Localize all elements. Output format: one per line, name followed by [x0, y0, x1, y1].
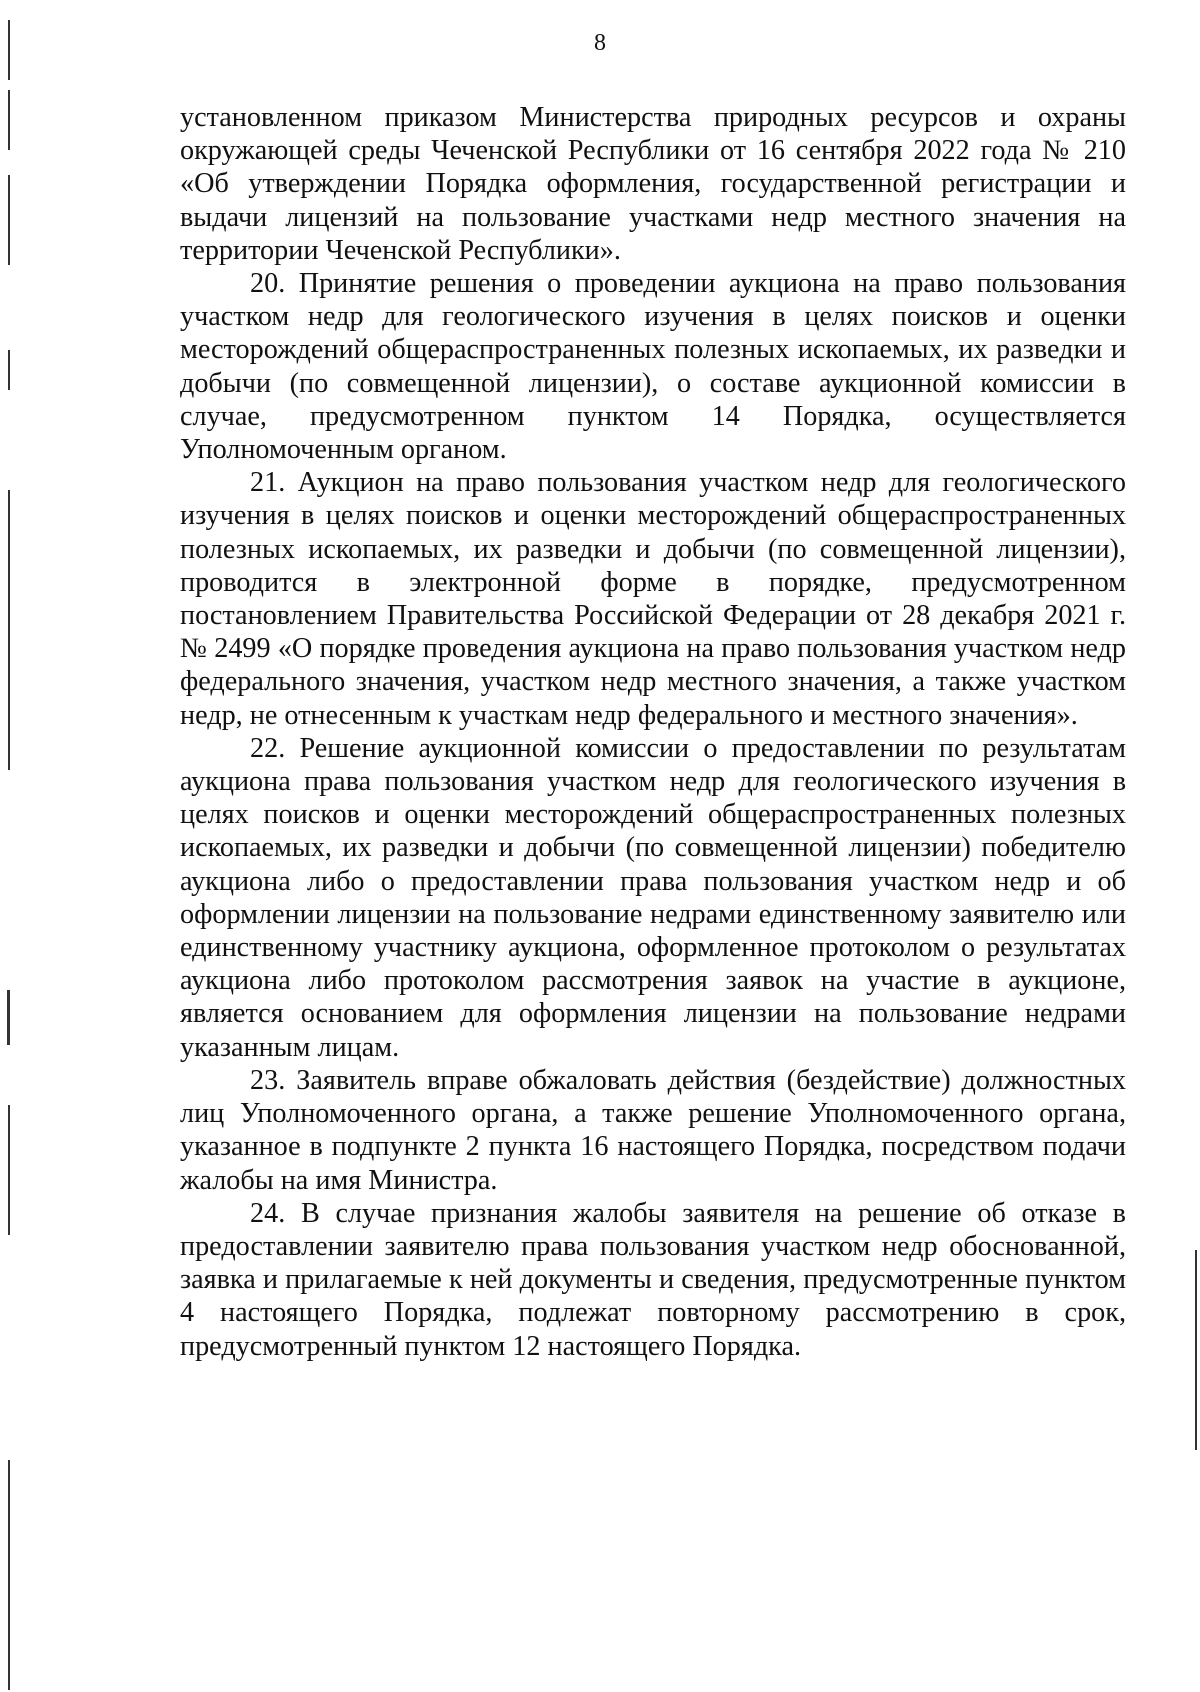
- paragraph-20: 20. Принятие решения о проведении аукциона на право пользования участком недр для геологического изучения в целях поисков и оценки месторождений общераспространенных полезных ископаемых, их разведки и добычи (по совмещенной лицензии), о составе аукционной комиссии в случае, предусмотренном пунктом 14 Порядка, осуществляется Уполномоченным органом.: [180, 268, 1126, 466]
- scan-edge-mark: [8, 175, 10, 265]
- scan-edge-mark: [8, 490, 10, 770]
- scan-edge-mark: [1195, 1250, 1197, 1450]
- page-number: 8: [594, 30, 606, 56]
- paragraph-22: 22. Решение аукционной комиссии о предоставлении по результатам аукциона права пользования участком недр для геологического изучения в целях поисков и оценки месторождений общераспространенных полезных ископаемых, их разведки и добычи (по совмещенной лицензии) победителю аукциона либо о предоставлении права пользования участком недр и об оформлении лицензии на пользование недрами единственному заявителю или единственному участнику аукциона, оформленное протоколом о результатах аукциона либо протоколом рассмотрения заявок на участие в аукционе, является основанием для оформления лицензии на пользование недрами указанным лицам.: [180, 732, 1126, 1063]
- scan-edge-mark: [8, 90, 10, 150]
- scan-edge-mark: [8, 1460, 10, 1690]
- scan-edge-mark: [8, 350, 10, 390]
- paragraph-24: 24. В случае признания жалобы заявителя на решение об отказе в предоставлении заявителю права пользования участком недр обоснованной, заявка и прилагаемые к ней документы и сведения, предусмотренные пунктом 4 настоящего Порядка, подлежат повторному рассмотрению в срок, предусмотренный пунктом 12 настоящего Порядка.: [180, 1197, 1126, 1362]
- paragraph-23: 23. Заявитель вправе обжаловать действия (бездействие) должностных лиц Уполномоченного органа, а также решение Уполномоченного органа, указанное в подпункте 2 пункта 16 настоящего Порядка, посредством подачи жалобы на имя Министра.: [180, 1064, 1126, 1196]
- document-body: [180, 101, 1126, 1363]
- scan-edge-mark: [7, 990, 10, 1045]
- scan-edge-mark: [8, 1105, 10, 1235]
- paragraph-continuation: установленном приказом Министерства природных ресурсов и охраны окружающей среды Чеченской Республики от 16 сентября 2022 года № 210 «Об утверждении Порядка оформления, государственной регистрации и выдачи лицензий на пользование участками недр местного значения на территории Чеченской Республики».: [180, 102, 1126, 266]
- paragraph-21: 21. Аукцион на право пользования участком недр для геологического изучения в целях поисков и оценки месторождений общераспространенных полезных ископаемых, их разведки и добычи (по совмещенной лицензии), проводится в электронной форме в порядке, предусмотренном постановлением Правительства Российской Федерации от 28 декабря 2021 г. № 2499 «О порядке проведения аукциона на право пользования участком недр федерального значения, участком недр местного значения, а также участком недр, не отнесенным к участкам недр федерального и местного значения».: [180, 467, 1126, 731]
